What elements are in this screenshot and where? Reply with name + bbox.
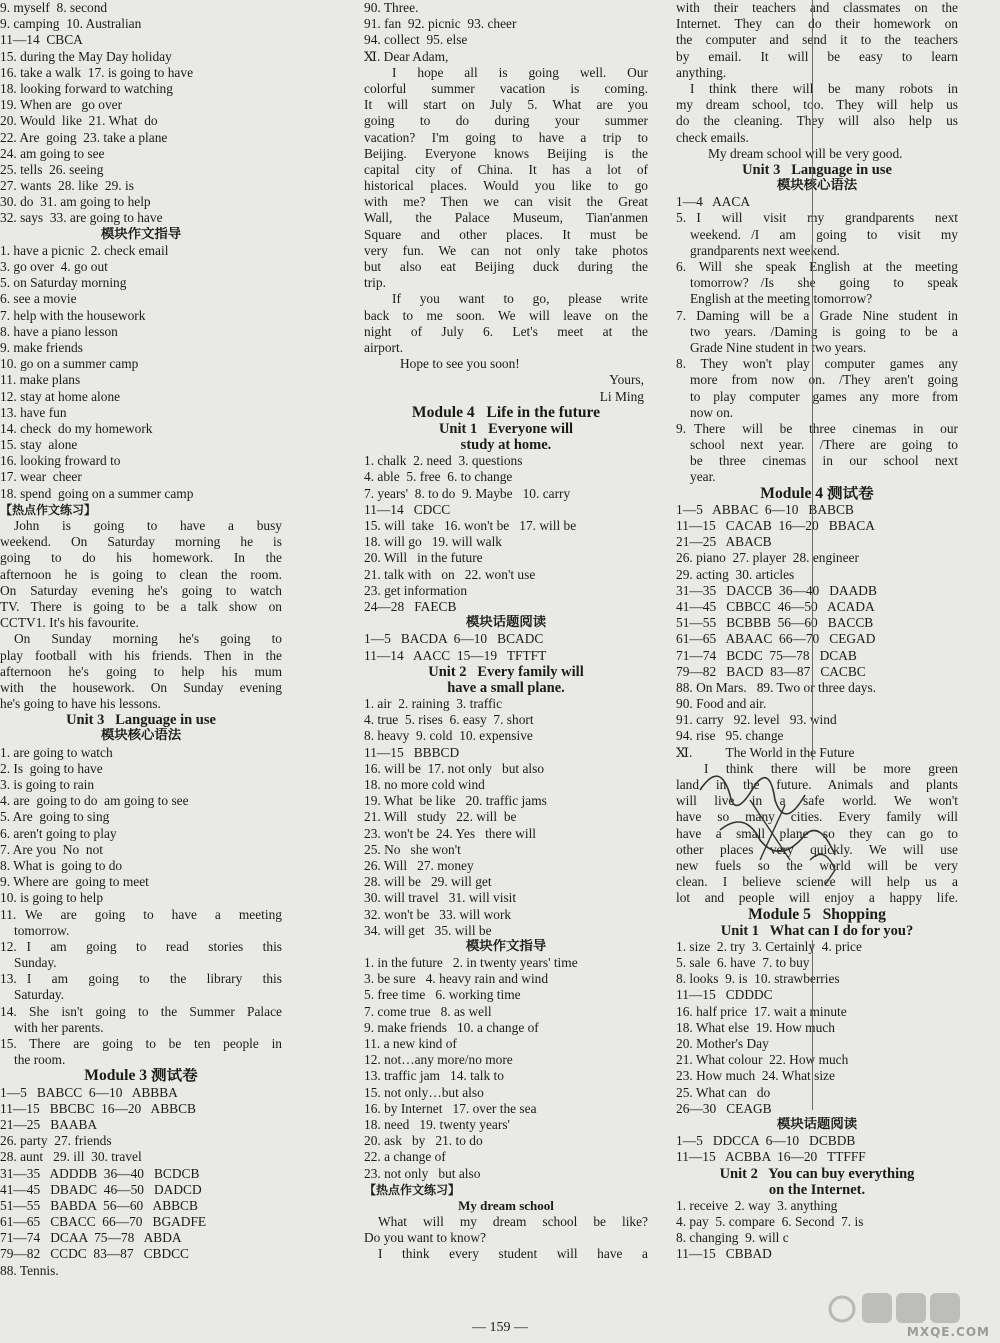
answer-line: going to do his homework. In the (0, 550, 282, 566)
answer-line: 51—55 BABDA 56—60 ABBCB (0, 1197, 198, 1213)
answer-line: 23. How much 24. What size (676, 1068, 835, 1084)
answer-line: land in the future. Animals and plants (676, 777, 958, 792)
answer-line: 11—14 CBCA (0, 32, 83, 48)
answer-line: 28. aunt 29. ill 30. travel (0, 1149, 142, 1165)
answer-line: 18. What else 19. How much (676, 1019, 835, 1035)
answer-line: 11—15 BBCBC 16—20 ABBCB (0, 1100, 196, 1116)
answer-line: study at home. (460, 437, 552, 454)
answer-line: If you want to go, please write (392, 291, 648, 307)
answer-line: 88. Tennis. (0, 1262, 59, 1278)
answer-line: 1—5 DDCCA 6—10 DCBDB (676, 1133, 856, 1149)
answer-line: year. (690, 469, 716, 485)
answer-line: 20. Will in the future (364, 550, 483, 566)
answer-line: Saturday. (14, 987, 65, 1003)
answer-line: 10. is going to help (0, 890, 104, 906)
answer-line: 30. will travel 31. will visit (364, 890, 517, 906)
answer-line: 9. Where are going to meet (0, 874, 149, 890)
answer-line: weekend. On Saturday morning he is (0, 534, 282, 550)
answer-line: 94. rise 95. change (676, 728, 784, 744)
answer-line: 7. years' 8. to do 9. Maybe 10. carry (364, 485, 571, 501)
answer-line: 15. stay alone (0, 437, 78, 453)
answer-line: 15. There are going to be ten people in (0, 1036, 282, 1051)
answer-line: 8. What is going to do (0, 857, 123, 873)
answer-line: the computer and send it to the teachers (676, 32, 958, 48)
answer-line: 13. traffic jam 14. talk to (364, 1068, 504, 1084)
answer-line: 5. sale 6. have 7. to buy (676, 955, 810, 971)
answer-line: 7. Are you No not (0, 841, 104, 857)
answer-line: 5. free time 6. working time (364, 987, 521, 1003)
answer-line: 1. chalk 2. need 3. questions (364, 453, 523, 469)
answer-line: 15. during the May Day holiday (0, 48, 172, 64)
answer-line: Unit 2 You can buy everything (719, 1165, 915, 1182)
answer-line: 5. Are going to sing (0, 809, 110, 825)
answer-line: 9. make friends 10. a change of (364, 1019, 539, 1035)
answer-line: 3. is going to rain (0, 777, 95, 792)
answer-line: to play computer games any more from (690, 388, 958, 404)
answer-line: the room. (14, 1052, 66, 1068)
page-number: — 159 — (472, 1320, 528, 1335)
column-2 (364, 0, 648, 1263)
answer-line: 9. camping 10. Australian (0, 16, 142, 32)
answer-line: 26. Will 27. money (364, 857, 474, 873)
answer-line: Grade Nine student in two years. (690, 339, 867, 355)
answer-line: 34. will get 35. will be (364, 922, 492, 938)
answer-line: capital city of China. It has a lot of (364, 161, 648, 177)
answer-line: 4. pay 5. compare 6. Second 7. is (676, 1214, 864, 1230)
answer-line: 模块作文指导 (465, 938, 547, 954)
answer-line: My dream school (458, 1197, 554, 1213)
answer-line: Module 5 Shopping (748, 906, 886, 923)
answer-line: Unit 3 Language in use (66, 712, 216, 729)
answer-line: 11—15 CDDDC (676, 987, 773, 1003)
answer-line: 22. a change of (364, 1149, 446, 1165)
answer-line: 88. On Mars. 89. Two or three days. (676, 679, 877, 695)
column-3 (676, 0, 958, 1263)
pencil-vertical-line (812, 0, 813, 760)
answer-line: 1—4 AACA (676, 194, 751, 210)
answer-line: TV. There is going to be a talk show on (0, 598, 282, 614)
answer-line: 4. are going to do am going to see (0, 793, 189, 809)
answer-line: 7. Daming will be a Grade Nine student in (676, 307, 958, 323)
answer-line: 模块核心语法 (776, 178, 858, 194)
answer-line: 1. in the future 2. in twenty years' time (364, 955, 578, 971)
answer-line: 16. by Internet 17. over the sea (364, 1100, 537, 1116)
answer-line: 24. am going to see (0, 145, 105, 161)
answer-line: 7. help with the housework (0, 307, 146, 323)
answer-line: 24—28 FAECB (364, 598, 457, 614)
answer-line: do the cleaning. They will also help us (676, 113, 958, 129)
answer-line: have so many cities. Every family will (676, 809, 958, 825)
answer-line: have a small plane. (447, 679, 565, 696)
answer-line: 9. make friends (0, 339, 83, 355)
answer-line: 1—5 BABCC 6—10 ABBBA (0, 1084, 178, 1100)
answer-line: Module 3 测试卷 (84, 1068, 198, 1085)
answer-line: 1. receive 2. way 3. anything (676, 1197, 838, 1213)
answer-line: 模块核心语法 (100, 728, 182, 744)
answer-line: night of July 6. Let's meet at the (364, 323, 648, 339)
answer-line: with the housework. On Sunday evening (0, 679, 282, 695)
answer-line: 【热点作文练习】 (364, 1182, 461, 1197)
answer-line: 16. will be 17. not only but also (364, 760, 545, 776)
answer-line: 90. Food and air. (676, 696, 767, 712)
answer-line: but also eat Beijing duck during the (364, 259, 648, 274)
answer-line: 18. will go 19. will walk (364, 534, 502, 550)
answer-line: 12. not…any more/no more (364, 1052, 513, 1068)
answer-line: school next year. /There are going to (690, 437, 958, 453)
answer-line: 1. have a picnic 2. check email (0, 242, 169, 258)
answer-line: 41—45 DBADC 46—50 DADCD (0, 1181, 202, 1197)
answer-line: On Saturday evening he's going to watch (0, 582, 282, 598)
answer-line: very fun. We can not only take photos (364, 242, 648, 258)
answer-line: airport. (364, 339, 404, 355)
answer-line: English at the meeting tomorrow? (690, 291, 873, 307)
answer-line: 22. Are going 23. take a plane (0, 129, 168, 145)
answer-line: Ⅺ. The World in the Future (676, 744, 855, 760)
answer-line: 94. collect 95. else (364, 32, 468, 48)
column-1 (0, 0, 282, 1279)
answer-line: 27. wants 28. like 29. is (0, 178, 134, 194)
answer-line: 16. looking froward to (0, 453, 121, 469)
answer-line: on the Internet. (768, 1181, 866, 1198)
answer-line: 13. have fun (0, 404, 67, 420)
answer-line: Unit 2 Every family will (428, 663, 584, 680)
answer-line: 1—5 ABBAC 6—10 BABCB (676, 501, 854, 517)
answer-line: 91. carry 92. level 93. wind (676, 712, 837, 728)
answer-line: Module 4 Life in the future (411, 404, 601, 421)
answer-line: 8. looks 9. is 10. strawberries (676, 971, 840, 987)
answer-line: It will start on July 5. What are you (364, 97, 648, 113)
answer-line: afternoon he is going to clean the room. (0, 566, 282, 582)
answer-line: Li Ming (599, 388, 644, 404)
answer-line: other places very quickly. We will use (676, 841, 958, 857)
answer-line: 91. fan 92. picnic 93. cheer (364, 16, 517, 32)
answer-line: 3. go over 4. go out (0, 259, 108, 274)
answer-line: 11—15 BBBCD (364, 744, 460, 760)
answer-line: 18. need 19. twenty years' (364, 1116, 510, 1132)
answer-line: 18. no more cold wind (364, 777, 485, 792)
answer-line: more from now on. /They aren't going (690, 372, 958, 388)
answer-line: Do you want to know? (364, 1230, 486, 1246)
answer-line: 16. half price 17. wait a minute (676, 1003, 847, 1019)
answer-line: he's going to have his lessons. (0, 696, 161, 712)
answer-line: 12. I am going to read stories this (0, 938, 282, 954)
answer-line: 1. size 2. try 3. Certainly 4. price (676, 938, 862, 954)
answer-line: 20. Would like 21. What do (0, 113, 158, 129)
answer-line: Yours, (609, 372, 644, 388)
answer-line: 20. ask by 21. to do (364, 1133, 483, 1149)
answer-line: What will my dream school be like? (378, 1214, 648, 1230)
answer-line: 19. What be like 20. traffic jams (364, 793, 547, 809)
answer-line: 6. aren't going to play (0, 825, 117, 841)
answer-line: with her parents. (14, 1019, 104, 1035)
answer-line: 71—74 BCDC 75—78 DCAB (676, 647, 857, 663)
answer-line: 79—82 BACD 83—87 CACBC (676, 663, 866, 679)
answer-line: 2. Is going to have (0, 760, 103, 776)
answer-line: with their teachers and classmates on the (676, 0, 958, 15)
answer-line: 25. tells 26. seeing (0, 161, 104, 177)
answer-line: afternoon he's going to help his mum (0, 663, 282, 679)
answer-line: 25. No she won't (364, 841, 461, 857)
answer-line: trip. (364, 275, 386, 291)
answer-line: 15. not only…but also (364, 1084, 484, 1100)
answer-line: Unit 1 Everyone will (438, 420, 574, 437)
answer-line: 11. a new kind of (364, 1036, 457, 1051)
answer-line: 11—14 CDCC (364, 501, 451, 517)
answer-line: lot and people will enjoy a happy life. (676, 890, 958, 906)
answer-line: 19. When are go over (0, 97, 123, 113)
answer-line: 7. come true 8. as well (364, 1003, 492, 1019)
answer-line: 51—55 BCBBB 56—60 BACCB (676, 615, 874, 631)
answer-line: 9. There will be three cinemas in our (676, 420, 958, 436)
answer-line: 21. talk with on 22. won't use (364, 566, 536, 582)
answer-line: 18. looking forward to watching (0, 80, 173, 96)
answer-line: 18. spend going on a summer camp (0, 485, 194, 501)
answer-line: new fuels so the world will be very (676, 857, 958, 873)
answer-line: back to me soon. We will leave on the (364, 307, 648, 323)
answer-line: two years. /Daming is going to be a (690, 323, 958, 339)
answer-line: 32. says 33. are going to have (0, 210, 163, 226)
answer-line: 9. myself 8. second (0, 0, 108, 15)
answer-line: Sunday. (14, 955, 57, 971)
answer-line: Hope to see you soon! (400, 356, 520, 372)
answer-line: 6. see a movie (0, 291, 77, 307)
answer-line: colorful summer vacation is coming. (364, 80, 648, 96)
answer-line: 4. able 5. free 6. to change (364, 469, 513, 485)
answer-line: 5. I will visit my grandparents next (676, 210, 958, 226)
answer-line: 3. be sure 4. heavy rain and wind (364, 971, 549, 987)
answer-line: I think every student will have a (378, 1246, 648, 1262)
answer-line: 30. do 31. am going to help (0, 194, 151, 210)
answer-line: 28. will be 29. will get (364, 874, 492, 890)
answer-line: 23. get information (364, 582, 468, 598)
answer-line: Unit 1 What can I do for you? (720, 922, 914, 939)
answer-line: 11—15 ACBBA 16—20 TTFFF (676, 1149, 866, 1165)
answer-line: 8. have a piano lesson (0, 323, 118, 339)
answer-line: 8. They won't play computer games any (676, 356, 958, 372)
watermark-text: MXQE.COM (906, 1325, 990, 1339)
answer-line: 模块作文指导 (100, 226, 182, 242)
answer-line: tomorrow? /Is she going to speak (690, 275, 958, 291)
answer-line: 26—30 CEAGB (676, 1100, 772, 1116)
answer-line: clean. I believe science will help us a (676, 874, 958, 890)
answer-line: 41—45 CBBCC 46—50 ACADA (676, 598, 875, 614)
answer-line: Unit 3 Language in use (742, 161, 892, 178)
answer-line: with me? Then we can visit the Great (364, 194, 648, 210)
answer-line: John is going to have a busy (14, 518, 282, 533)
answer-line: 16. take a walk 17. is going to have (0, 64, 194, 80)
answer-line: 20. Mother's Day (676, 1036, 769, 1051)
answer-line: 12. stay at home alone (0, 388, 121, 404)
answer-line: 1. are going to watch (0, 744, 113, 760)
answer-line: 14. She isn't going to the Summer Palace (0, 1003, 282, 1019)
answer-line: 23. not only but also (364, 1165, 481, 1181)
answer-line: 11. make plans (0, 372, 81, 388)
answer-line: 1. air 2. raining 3. traffic (364, 696, 503, 712)
answer-line: I hope all is going well. Our (392, 64, 648, 80)
answer-line: 61—65 ABAAC 66—70 CEGAD (676, 631, 876, 647)
answer-line: 71—74 DCAA 75—78 ABDA (0, 1230, 182, 1246)
answer-line: Beijing. Everyone knows Beijing is the (364, 145, 648, 161)
answer-line: 【热点作文练习】 (0, 502, 97, 517)
answer-line: my dream school, too. They will help us (676, 97, 958, 113)
answer-line: weekend. /I am going to visit my (690, 226, 958, 242)
answer-line: 11—14 AACC 15—19 TFTFT (364, 647, 547, 663)
answer-line: 79—82 CCDC 83—87 CBDCC (0, 1246, 189, 1262)
answer-line: now on. (690, 404, 734, 420)
answer-line: 11—15 CACAB 16—20 BBACA (676, 518, 875, 533)
answer-line: 17. wear cheer (0, 469, 82, 485)
answer-line: 25. What can do (676, 1084, 771, 1100)
answer-line: 21—25 ABACB (676, 534, 772, 550)
answer-line: 10. go on a summer camp (0, 356, 139, 372)
answer-line: play football with his friends. Then in the (0, 647, 282, 663)
answer-line: 26. party 27. friends (0, 1133, 112, 1149)
answer-line: 1—5 BACDA 6—10 BCADC (364, 631, 544, 647)
answer-line: 模块话题阅读 (465, 615, 547, 631)
answer-line: by email. It will be easy to learn (676, 48, 958, 64)
answer-line: CCTV1. It's his favourite. (0, 615, 139, 631)
answer-line: 11. We are going to have a meeting (0, 906, 282, 922)
answer-line: Wall, the Palace Museum, Tian'anmen (364, 210, 648, 226)
answer-line: Ⅺ. Dear Adam, (364, 48, 449, 64)
answer-line: 13. I am going to the library this (0, 971, 282, 987)
answer-line: 5. on Saturday morning (0, 275, 127, 291)
answer-line: Module 4 测试卷 (760, 485, 874, 502)
answer-line: going to do during your summer (364, 113, 648, 129)
answer-line: 15. will take 16. won't be 17. will be (364, 518, 577, 533)
answer-line: historical places. Would you like to go (364, 178, 648, 194)
answer-line: 23. won't be 24. Yes there will (364, 825, 537, 841)
answer-line: 21—25 BAABA (0, 1116, 98, 1132)
answer-line: Internet. They can do their homework on (676, 16, 958, 32)
answer-line: grandparents next weekend. (690, 242, 840, 258)
answer-line: On Sunday morning he's going to (14, 631, 282, 647)
answer-line: 26. piano 27. player 28. engineer (676, 550, 859, 566)
answer-line: be three cinemas in our school next (690, 453, 958, 469)
answer-line: 31—35 DACCB 36—40 DAADB (676, 582, 877, 598)
answer-line: 8. heavy 9. cold 10. expensive (364, 728, 533, 744)
answer-line: vacation? I'm going to have a trip to (364, 129, 648, 145)
pencil-vertical-line-lower (812, 940, 813, 1110)
answer-line: 14. check do my homework (0, 420, 153, 436)
answer-line: 6. Will she speak English at the meeting (676, 259, 958, 274)
answer-line: My dream school will be very good. (708, 145, 903, 161)
answer-line: will live in a safe world. We won't (676, 793, 958, 809)
answer-line: 21. Will study 22. will be (364, 809, 517, 825)
answer-line: 8. changing 9. will c (676, 1230, 789, 1246)
answer-line: I think there will be many robots in (690, 80, 958, 96)
answer-line: anything. (676, 64, 727, 80)
answer-line: I think there will be more green (704, 760, 958, 776)
answer-line: 61—65 CBACC 66—70 BGADFE (0, 1214, 207, 1230)
answer-line: 21. What colour 22. How much (676, 1052, 849, 1068)
answer-line: 90. Three. (364, 0, 419, 15)
answer-line: 32. won't be 33. will work (364, 906, 512, 922)
answer-line: check emails. (676, 129, 749, 145)
answer-line: Square and other places. It must be (364, 226, 648, 242)
answer-line: have a small plane so they can go to (676, 825, 958, 841)
answer-line: 4. true 5. rises 6. easy 7. short (364, 712, 534, 728)
answer-line: 29. acting 30. articles (676, 566, 795, 582)
answer-line: 模块话题阅读 (776, 1116, 858, 1132)
answer-line: 31—35 ADDDB 36—40 BCDCB (0, 1165, 200, 1181)
answer-line: tomorrow. (14, 922, 70, 938)
answer-line: 11—15 CBBAD (676, 1246, 772, 1262)
